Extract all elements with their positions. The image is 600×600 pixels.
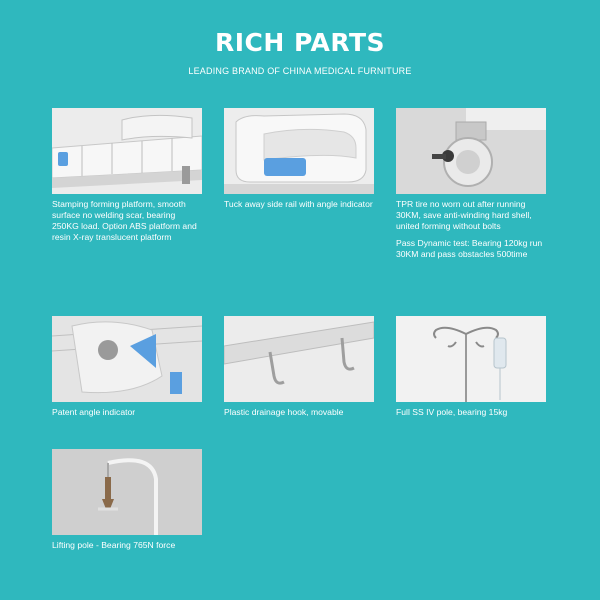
feature-caption: Tuck away side rail with angle indicator xyxy=(224,199,373,209)
feature-caption: TPR tire no worn out after running 30KM, save anti-winding hard shell, united forming without bolts xyxy=(396,199,532,231)
feature-card-platform xyxy=(52,108,202,243)
feature-caption: Plastic drainage hook, movable xyxy=(224,407,344,417)
angle-indicator-photo xyxy=(52,316,202,402)
feature-card-lifting-pole xyxy=(52,449,202,551)
feature-card-drainage-hook xyxy=(224,316,374,418)
caster-photo xyxy=(396,108,546,194)
feature-caption: Stamping forming platform, smooth surface no welding scar, bearing 250KG load. Option ABS platform and resin X-ray translucent platform xyxy=(52,199,197,242)
feature-caption: Full SS IV pole, bearing 15kg xyxy=(396,407,508,417)
feature-card-angle-indicator xyxy=(52,316,202,418)
feature-card-caster xyxy=(396,108,546,260)
feature-caption: Patent angle indicator xyxy=(52,407,136,417)
lifting-pole-photo xyxy=(52,449,202,535)
feature-caption: Lifting pole - Bearing 765N force xyxy=(52,540,176,550)
drainage-hook-photo xyxy=(224,316,374,402)
page-subtitle: LEADING BRAND OF CHINA MEDICAL FURNITURE xyxy=(188,66,412,76)
page-title: RICH PARTS xyxy=(214,28,386,57)
side-rail-photo xyxy=(224,108,374,194)
platform-photo xyxy=(52,108,202,194)
feature-card-side-rail xyxy=(224,108,374,210)
feature-card-iv-pole xyxy=(396,316,546,418)
iv-pole-photo xyxy=(396,316,546,402)
feature-caption-secondary: Pass Dynamic test: Bearing 120kg run 30KM and pass obstacles 500time xyxy=(396,238,543,259)
